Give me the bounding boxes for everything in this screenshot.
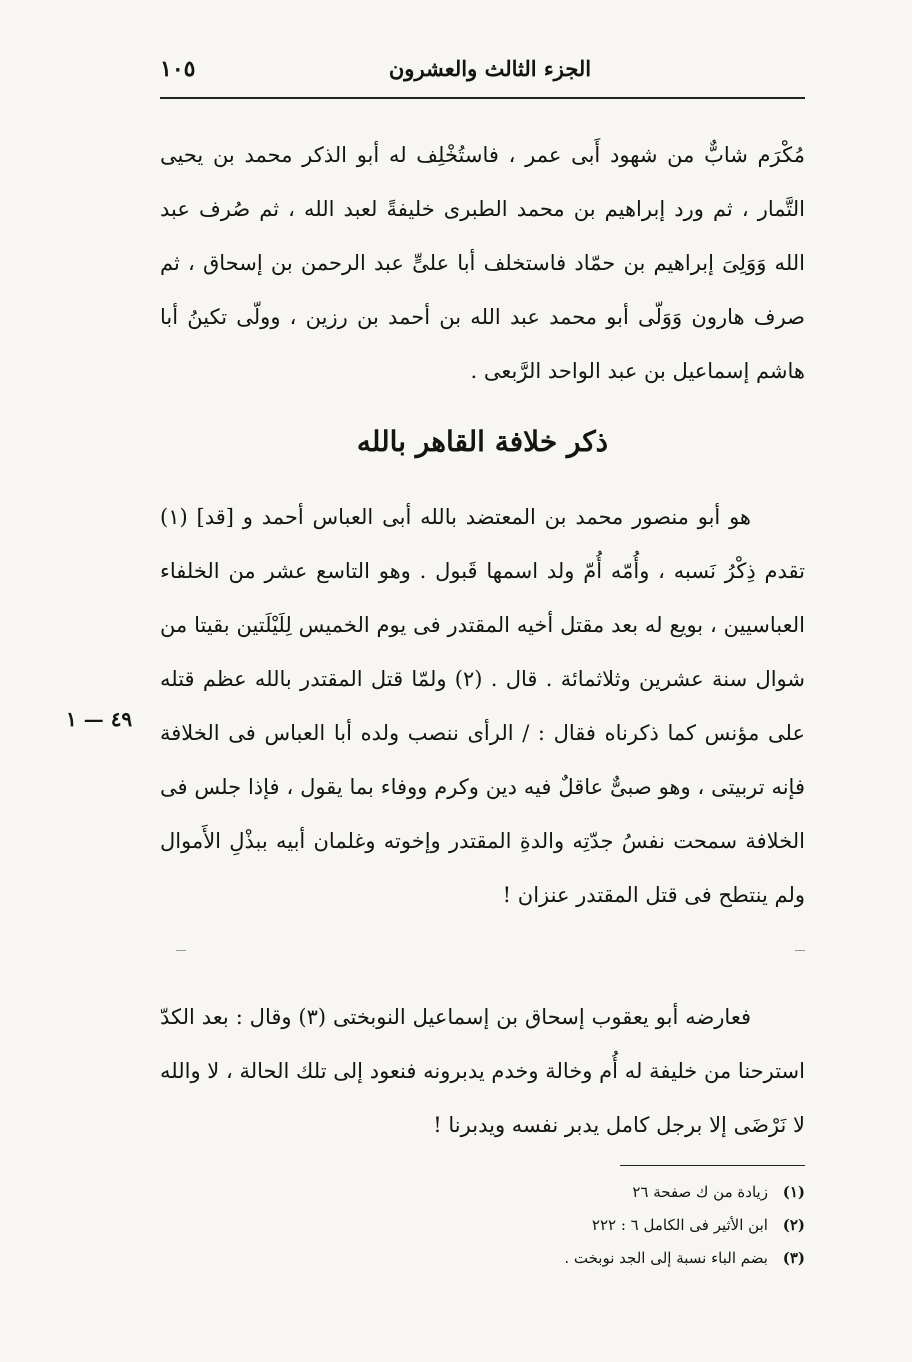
footnote-rule (620, 1165, 805, 1166)
footnote-text: زيادة من ك صفحة ٢٦ (632, 1183, 768, 1201)
paragraph-1-text: مُكْرَم شابٌّ من شهود أَبى عمر ، فاستُخْلِف له أبو الذكر محمد بن يحيى التَّمار ، ثم ورد إبراهيم بن محمد الطبرى خليفةً لعبد الله ، ثم صُرف عبد الله وَوَلِىَ إبراهيم بن حمّاد فاستخلف أبا علىٍّ عبد الرحمن بن إسحاق ، ثم صرف هارون وَوَلّى أبو محمد عبد الله بن أحمد بن رزين ، وولّى تكينُ أبا هاشم إسماعيل بن عبد الواحد الرَّبعى . (160, 143, 805, 383)
paragraph-3-text: فعارضه أبو يعقوب إسحاق بن إسماعيل النوبختى (٣) وقال : بعد الكدّ استرحنا من خليفة له أُم وخالة وخدم يدبرونه فنعود إلى تلك الحالة ، لا والله لا نَرْضَى إلا برجل كامل يدبر نفسه ويدبرنا ! (160, 1005, 805, 1137)
footnote-3 (420, 1242, 805, 1275)
footnote-1 (420, 1176, 805, 1209)
faint-mark (795, 950, 805, 951)
section-heading: ذكر خلافة القاهر بالله (356, 425, 609, 458)
paragraph-continued (160, 128, 805, 398)
footnote-2 (420, 1209, 805, 1242)
footnotes (420, 1176, 805, 1275)
margin-reference: ٤٩ — ١ (66, 707, 133, 731)
running-title: الجزء الثالث والعشرون (388, 56, 592, 81)
header-rule (160, 97, 805, 99)
paragraph-2-text: هو أبو منصور محمد بن المعتضد بالله أبى العباس أحمد و [قد] (١) تقدم ذِكْرُ نَسبه ، وأُمّه أُمّ ولد اسمها قَبول . وهو التاسع عشر من الخلفاء العباسيين ، بويع له بعد مقتل أخيه المقتدر فى يوم الخميس لِلَيْلَتين بقيتا من شوال سنة عشرين وثلاثمائة . قال . (٢) ولمّا قتل المقتدر بالله عظم قتله على مؤنس كما ذكرناه فقال : / الرأى ننصب ولده أبا العباس فى الخلافة فإنه تربيتى ، وهو صبىٌّ عاقلٌ فيه دين وكرم ووفاء بما يقول ، فإذا جلس فى الخلافة سمحت نفسُ جدّتِه والدةِ المقتدر وإخوته وغلمان أبيه ببذْلِ الأَموال ولم ينتطح فى قتل المقتدر عنزان ! (160, 505, 805, 907)
faint-mark (176, 950, 186, 951)
page-number: ١٠٥ (160, 56, 196, 82)
paragraph-2 (160, 490, 805, 922)
paragraph-3 (160, 990, 805, 1152)
footnote-text: ابن الأثير فى الكامل ٦ : ٢٢٢ (591, 1216, 768, 1234)
footnote-number: (٣) (782, 1249, 805, 1267)
footnote-text: بضم الباء نسبة إلى الجد نوبخت . (564, 1249, 768, 1267)
footnote-number: (٢) (782, 1216, 805, 1234)
footnote-number: (١) (782, 1183, 805, 1201)
